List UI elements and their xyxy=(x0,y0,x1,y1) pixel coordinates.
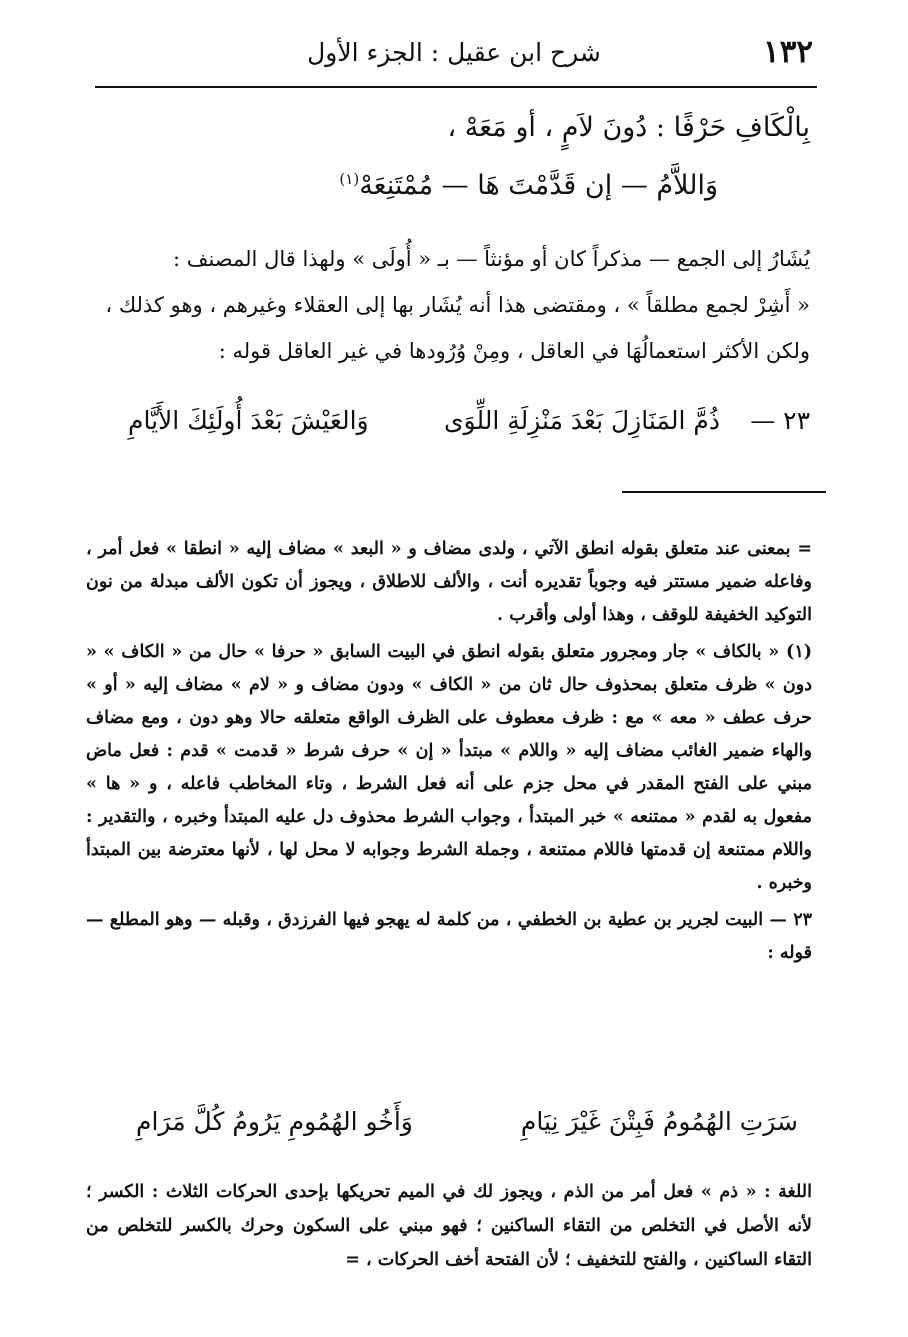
alfiyya-line-2-text: وَاللاَّمُ — إن قَدَّمْتَ هَا — مُمْتَنِعَهْ xyxy=(359,170,718,201)
couplet-hemistich-2: وَأَخُو الهُمُومِ يَرُومُ كُلَّ مَرَامِ xyxy=(136,1107,413,1136)
alfiyya-line-1: بِالْكَافِ حَرْفًا : دُونَ لاَمٍ ، أو مَعَهْ ، xyxy=(447,112,810,143)
lexicon-note xyxy=(86,1175,812,1277)
header-rule xyxy=(95,86,817,88)
verse-23 xyxy=(128,406,810,450)
footnote-continuation: = بمعنى عند متعلق بقوله انطق الآتي ، ولدى مضاف و « البعد » مضاف إليه « انطقا » فعل أمر ، وفاعله ضمير مستتر فيه وجوباً تقديره أنت ، والألف للاطلاق ، ويجوز أن تكون الألف مبدلة من نون التوكيد الخفيفة للوقف ، وهذا أولى وأقرب . xyxy=(86,539,812,625)
running-title: شرح ابن عقيل : الجزء الأول xyxy=(307,38,601,67)
opening-couplet xyxy=(136,1107,798,1151)
lexicon-text: اللغة : « ذم » فعل أمر من الذم ، ويجوز لك في الميم تحريكها بإحدى الحركات الثلاث : الكسر ؛ لأنه الأصل في التخلص من التقاء الساكنين ؛ فهو مبني على السكون وحرك بالكسر للتخلص من التقاء الساكنين ، والفتح للتخفيف ؛ لأن الفتحة أخف الحركات ، = xyxy=(86,1182,812,1270)
footnotes xyxy=(86,533,812,974)
commentary-line: ولكن الأكثر استعمالُهَا في العاقل ، ومِنْ وُرُودها في غير العاقل قوله : xyxy=(218,339,810,363)
commentary-line: « أَشِرْ لجمع مطلقاً » ، ومقتضى هذا أنه يُشَار بها إلى العقلاء وغيرهم ، وهو كذلك ، xyxy=(105,293,810,317)
commentary xyxy=(92,236,810,374)
footnote-marker: (١) xyxy=(339,170,360,188)
page-header xyxy=(95,26,813,82)
verse-hemistich-1: ذُمَّ المَنَازِلَ بَعْدَ مَنْزِلَةِ اللِّوَى xyxy=(443,406,720,435)
couplet-hemistich-1: سَرَتِ الهُمُومُ فَبِتْنَ غَيْرَ نِيَامِ xyxy=(520,1107,798,1136)
alfiyya-line-2 xyxy=(339,170,718,201)
footnote-separator xyxy=(622,491,826,493)
commentary-line: يُشَارُ إلى الجمع — مذكراً كان أو مؤنثاً — بـ « أُولَى » ولهذا قال المصنف : xyxy=(172,247,810,271)
verse-number: ٢٣ — xyxy=(750,406,810,435)
footnote-verse-23: ٢٣ — البيت لجرير بن عطية بن الخطفي ، من كلمة له يهجو فيها الفرزدق ، وقبله — وهو المطلع — قوله : xyxy=(86,910,812,963)
verse-hemistich-2: وَالعَيْشَ بَعْدَ أُولَئِكَ الأَيَّامِ xyxy=(128,406,369,435)
page-number: ١٣٢ xyxy=(763,34,813,70)
footnote-1: (١) « بالكاف » جار ومجرور متعلق بقوله انطق في البيت السابق « حرفا » حال من « الكاف » « دون » ظرف متعلق بمحذوف حال ثان من « الكاف » ودون مضاف و « لام » مضاف إليه « أو » حرف عطف « معه » مع : ظرف معطوف على الظرف الواقع متعلقه حالا وهو دون ، ومع مضاف والهاء ضمير الغائب مضاف إليه « واللام » مبتدأ « إن » حرف شرط « قدمت » قدم : فعل ماض مبني على الفتح المقدر في محل جزم على أنه فعل الشرط ، وتاء المخاطب فاعله ، و « ها » مفعول به لقدم « ممتنعه » خبر المبتدأ ، وجواب الشرط محذوف دل عليه المبتدأ وخبره ، والتقدير : واللام ممتنعة إن قدمتها فاللام ممتنعة ، وجملة الشرط وجوابه لا محل لها ، لأنها معترضة بين المبتدأ وخبره . xyxy=(86,642,812,893)
